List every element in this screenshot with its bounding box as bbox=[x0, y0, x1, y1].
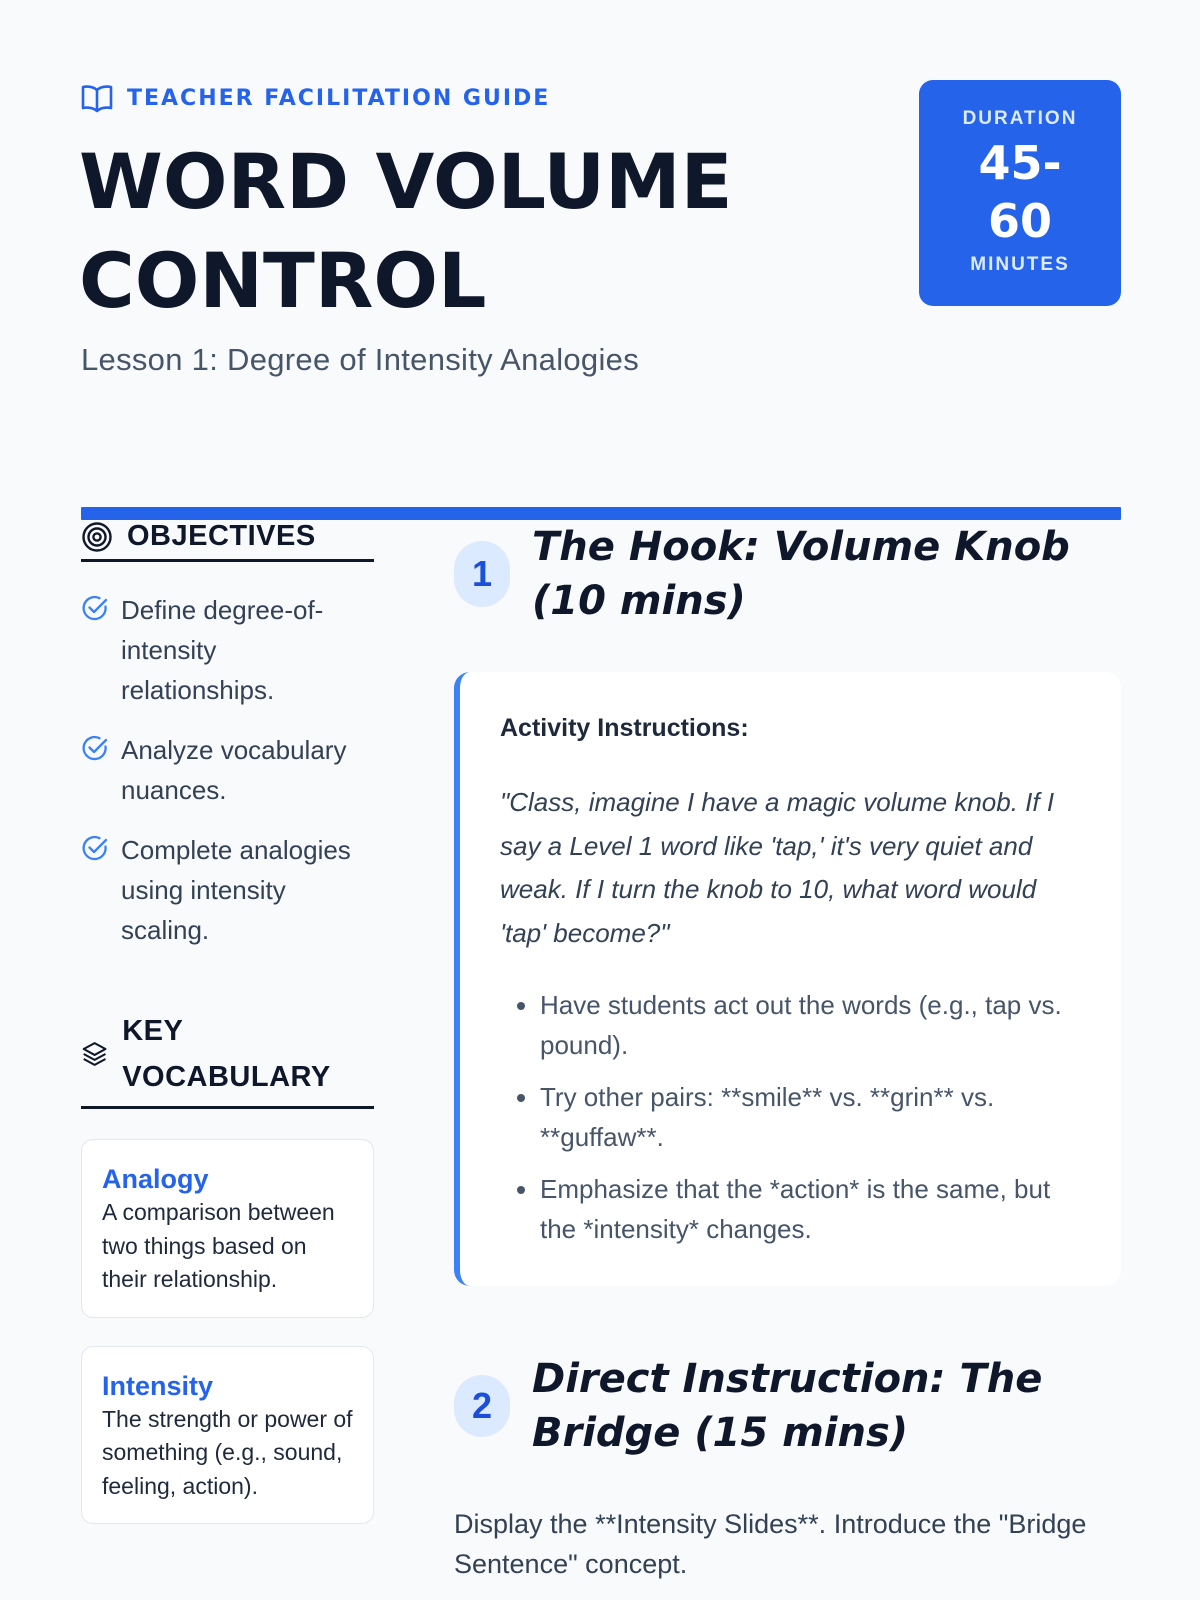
target-icon bbox=[81, 521, 113, 553]
activity-bullet-list bbox=[500, 985, 1081, 1249]
activity-bullet: • Try other pairs: **smile** vs. **grin** vs. **guffaw**. bbox=[540, 1077, 1081, 1157]
vocab-definition: The strength or power of something (e.g., sound, feeling, action). bbox=[102, 1405, 353, 1499]
eyebrow bbox=[81, 83, 550, 113]
activity-quote: "Class, imagine I have a magic volume knob. If I say a Level 1 word like 'tap,' it's very quiet and weak. If I turn the knob to 10, what word would 'tap' become?" bbox=[500, 787, 1055, 948]
guide-header bbox=[81, 80, 1121, 440]
check-badge-icon bbox=[81, 834, 109, 862]
section-title: Direct Instruction: The Bridge (15 mins) bbox=[532, 1356, 1043, 1456]
section-number-badge: 1 bbox=[454, 541, 510, 607]
activity-bullet: • Emphasize that the *action* is the same, but the *intensity* changes. bbox=[540, 1169, 1081, 1249]
objectives-list bbox=[81, 590, 374, 950]
objectives-heading-label: OBJECTIVES bbox=[127, 520, 316, 552]
objective-item bbox=[81, 730, 374, 810]
activity-card bbox=[454, 672, 1121, 1286]
objectives-heading bbox=[81, 520, 374, 562]
check-badge-icon bbox=[81, 734, 109, 762]
vocab-card bbox=[81, 1346, 374, 1525]
activity-label: Activity Instructions: bbox=[500, 714, 749, 742]
vocab-term: Analogy bbox=[102, 1164, 209, 1194]
objective-text: Complete analogies using intensity scaling. bbox=[121, 835, 351, 945]
vocab-card bbox=[81, 1139, 374, 1318]
layers-icon bbox=[81, 1039, 108, 1069]
objective-item bbox=[81, 830, 374, 950]
facilitation-guide-page bbox=[81, 0, 1121, 1600]
header-divider bbox=[81, 507, 1121, 520]
duration-badge bbox=[919, 80, 1121, 306]
activity-bullet: • Have students act out the words (e.g., tap vs. pound). bbox=[540, 985, 1081, 1065]
section-title: The Hook: Volume Knob (10 mins) bbox=[532, 524, 1070, 624]
duration-value-line-1: 45- bbox=[978, 136, 1062, 190]
title-line-2: CONTROL bbox=[79, 236, 487, 325]
vocabulary-heading-label: KEY VOCABULARY bbox=[122, 1015, 331, 1093]
check-badge-icon bbox=[81, 594, 109, 622]
section-1-heading bbox=[454, 520, 1121, 628]
vocab-definition: A comparison between two things based on their relationship. bbox=[102, 1199, 335, 1292]
objective-text: Define degree-of-intensity relationships. bbox=[121, 595, 324, 705]
objective-text: Analyze vocabulary nuances. bbox=[121, 735, 347, 805]
lesson-subtitle: Lesson 1: Degree of Intensity Analogies bbox=[81, 342, 639, 377]
open-book-icon bbox=[81, 83, 113, 113]
section-number-badge: 2 bbox=[454, 1375, 510, 1437]
objective-item bbox=[81, 590, 374, 710]
duration-unit: MINUTES bbox=[970, 254, 1070, 275]
duration-label: DURATION bbox=[962, 108, 1078, 129]
vocab-term: Intensity bbox=[102, 1370, 214, 1401]
page-title bbox=[79, 132, 879, 330]
section-body-text: Display the **Intensity Slides**. Introduce the "Bridge Sentence" concept. bbox=[454, 1509, 1087, 1579]
eyebrow-label: TEACHER FACILITATION GUIDE bbox=[127, 85, 551, 111]
section-2-heading bbox=[454, 1352, 1121, 1460]
vocabulary-heading bbox=[81, 1008, 374, 1109]
main-content bbox=[454, 520, 1121, 1584]
duration-value-line-2: 60 bbox=[987, 194, 1052, 248]
duration-value bbox=[919, 134, 1121, 250]
title-line-1: WORD VOLUME bbox=[79, 137, 733, 226]
sidebar bbox=[81, 520, 374, 1524]
